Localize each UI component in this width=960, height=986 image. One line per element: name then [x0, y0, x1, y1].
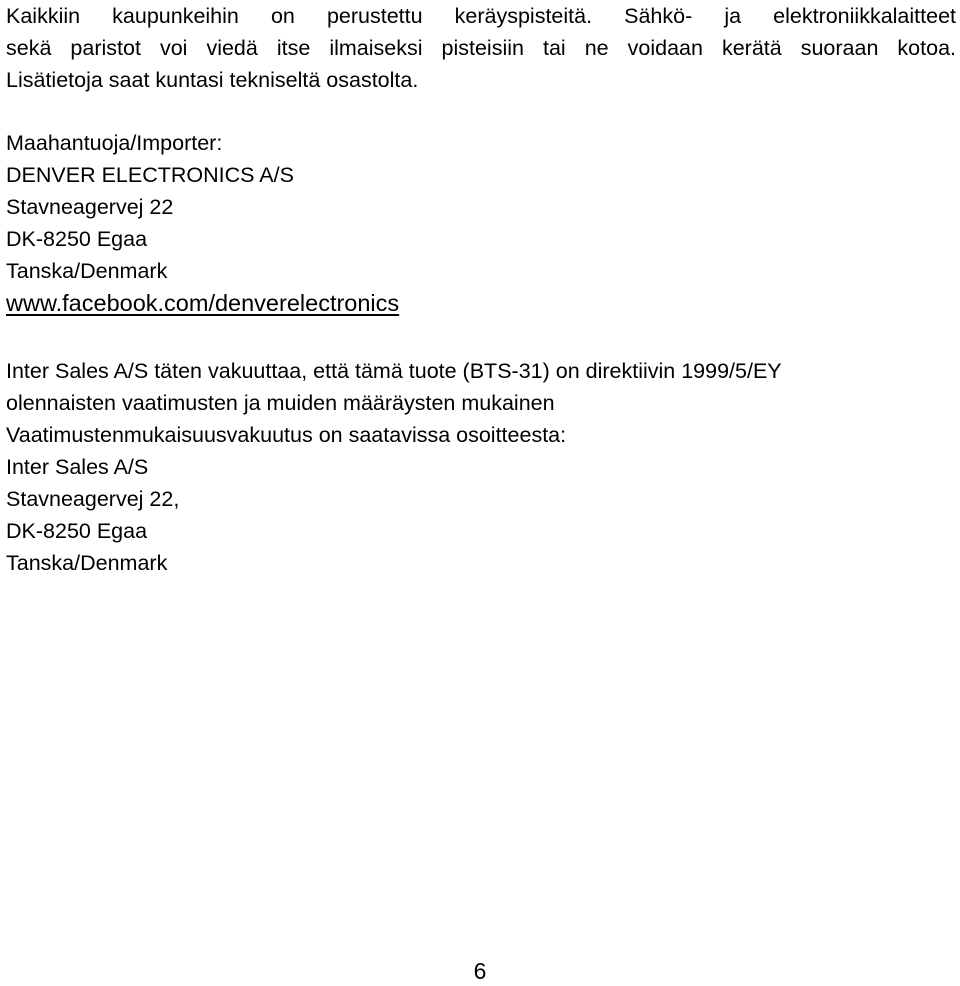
conformity-declaration [6, 355, 956, 579]
declaration-street: Stavneagervej 22, [6, 487, 180, 511]
declaration-line: Vaatimustenmukaisuusvakuutus on saatavissa osoitteesta: [6, 423, 567, 447]
declaration-city: DK-8250 Egaa [6, 519, 148, 543]
declaration-line: Inter Sales A/S täten vakuuttaa, että tämä tuote (BTS-31) on direktiivin 1999/5/EY [6, 359, 782, 383]
importer-heading: Maahantuoja/Importer: [6, 131, 223, 155]
importer-address-block [6, 127, 956, 319]
page-number: 6 [473, 958, 487, 984]
declaration-company: Inter Sales A/S [6, 455, 149, 479]
recycling-info-paragraph [6, 0, 956, 96]
declaration-country: Tanska/Denmark [6, 551, 168, 575]
importer-street: Stavneagervej 22 [6, 195, 174, 219]
declaration-line: olennaisten vaatimusten ja muiden määräysten mukainen [6, 391, 555, 415]
website-link[interactable]: www.facebook.com/denverelectronics [6, 290, 400, 316]
recycling-info-line: sekä paristot voi viedä itse ilmaiseksi pisteisiin tai ne voidaan kerätä suoraan kotoa. [6, 36, 956, 60]
importer-country: Tanska/Denmark [6, 259, 168, 283]
recycling-info-line: Lisätietoja saat kuntasi tekniseltä osastolta. [6, 68, 419, 92]
importer-city: DK-8250 Egaa [6, 227, 148, 251]
importer-company: DENVER ELECTRONICS A/S [6, 163, 294, 187]
recycling-info-line: Kaikkiin kaupunkeihin on perustettu keräyspisteitä. Sähkö- ja elektroniikkalaitteet [6, 4, 956, 28]
